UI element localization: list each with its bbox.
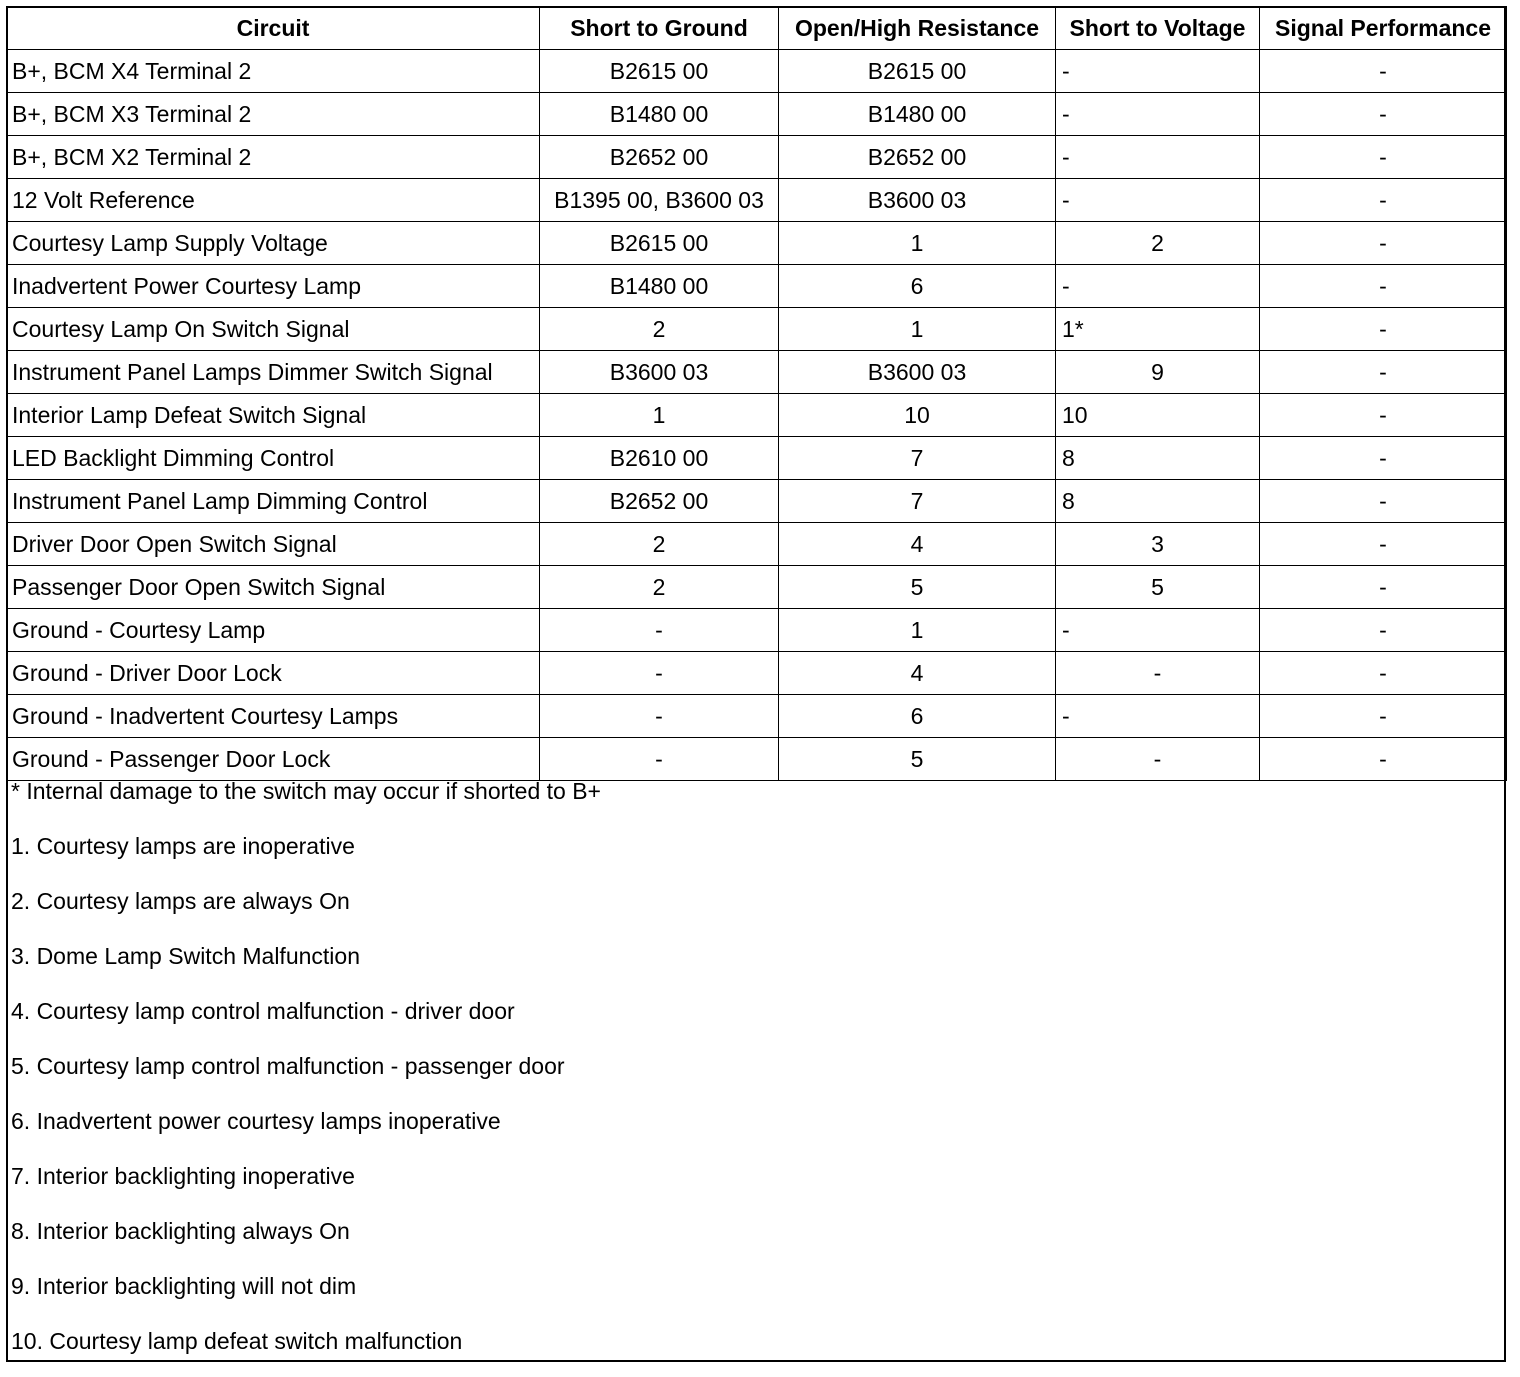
- cell-signal-performance: -: [1260, 566, 1507, 609]
- cell-circuit: Passenger Door Open Switch Signal: [7, 566, 540, 609]
- cell-circuit: 12 Volt Reference: [7, 179, 540, 222]
- cell-circuit: B+, BCM X4 Terminal 2: [7, 50, 540, 93]
- cell-circuit: Interior Lamp Defeat Switch Signal: [7, 394, 540, 437]
- cell-open-high-resistance: 1: [779, 609, 1056, 652]
- cell-short-to-voltage: -: [1056, 179, 1260, 222]
- cell-short-to-ground: B2610 00: [540, 437, 779, 480]
- cell-signal-performance: -: [1260, 480, 1507, 523]
- cell-open-high-resistance: 10: [779, 394, 1056, 437]
- table-row: [7, 523, 1507, 566]
- cell-signal-performance: -: [1260, 136, 1507, 179]
- cell-signal-performance: -: [1260, 351, 1507, 394]
- cell-short-to-voltage: -: [1056, 265, 1260, 308]
- table-row: [7, 308, 1507, 351]
- cell-short-to-voltage: 10: [1056, 394, 1260, 437]
- footnote-item: 6. Inadvertent power courtesy lamps inoperative: [11, 1108, 501, 1134]
- table-row: [7, 50, 1507, 93]
- footnote-item: 8. Interior backlighting always On: [11, 1218, 350, 1244]
- cell-circuit: LED Backlight Dimming Control: [7, 437, 540, 480]
- cell-short-to-ground: 2: [540, 308, 779, 351]
- cell-short-to-voltage: 1*: [1056, 308, 1260, 351]
- footnote-item: 1. Courtesy lamps are inoperative: [11, 833, 355, 859]
- cell-short-to-ground: -: [540, 738, 779, 781]
- cell-open-high-resistance: 7: [779, 480, 1056, 523]
- table-row: [7, 609, 1507, 652]
- cell-open-high-resistance: 7: [779, 437, 1056, 480]
- cell-short-to-voltage: 2: [1056, 222, 1260, 265]
- cell-short-to-voltage: -: [1056, 652, 1260, 695]
- footnote-item: 9. Interior backlighting will not dim: [11, 1273, 357, 1299]
- cell-circuit: Inadvertent Power Courtesy Lamp: [7, 265, 540, 308]
- cell-short-to-ground: B2615 00: [540, 50, 779, 93]
- table-header-row: [7, 7, 1507, 50]
- table-row: [7, 222, 1507, 265]
- footnote-item: * Internal damage to the switch may occur if shorted to B+: [11, 778, 601, 804]
- cell-short-to-voltage: -: [1056, 136, 1260, 179]
- cell-short-to-ground: B1480 00: [540, 93, 779, 136]
- cell-signal-performance: -: [1260, 437, 1507, 480]
- cell-short-to-ground: 2: [540, 566, 779, 609]
- header-signal-performance: Signal Performance: [1260, 7, 1507, 50]
- cell-circuit: Ground - Driver Door Lock: [7, 652, 540, 695]
- cell-signal-performance: -: [1260, 50, 1507, 93]
- cell-short-to-voltage: -: [1056, 609, 1260, 652]
- cell-short-to-ground: -: [540, 695, 779, 738]
- cell-short-to-ground: B3600 03: [540, 351, 779, 394]
- cell-open-high-resistance: 1: [779, 222, 1056, 265]
- cell-short-to-ground: 1: [540, 394, 779, 437]
- table-row: [7, 480, 1507, 523]
- cell-short-to-voltage: 8: [1056, 437, 1260, 480]
- cell-signal-performance: -: [1260, 308, 1507, 351]
- cell-short-to-ground: B2652 00: [540, 480, 779, 523]
- header-open-high-resistance: Open/High Resistance: [779, 7, 1056, 50]
- cell-open-high-resistance: 4: [779, 523, 1056, 566]
- cell-circuit: Courtesy Lamp On Switch Signal: [7, 308, 540, 351]
- cell-circuit: Courtesy Lamp Supply Voltage: [7, 222, 540, 265]
- footnote-item: 7. Interior backlighting inoperative: [11, 1163, 355, 1189]
- cell-short-to-ground: -: [540, 609, 779, 652]
- table-row: [7, 437, 1507, 480]
- cell-short-to-voltage: 9: [1056, 351, 1260, 394]
- footnote-item: 5. Courtesy lamp control malfunction - passenger door: [11, 1053, 565, 1079]
- cell-short-to-ground: B2652 00: [540, 136, 779, 179]
- cell-open-high-resistance: B3600 03: [779, 179, 1056, 222]
- cell-open-high-resistance: 6: [779, 265, 1056, 308]
- circuit-diagnostic-table: [6, 6, 1507, 781]
- footnote-item: 4. Courtesy lamp control malfunction - driver door: [11, 998, 515, 1024]
- cell-signal-performance: -: [1260, 222, 1507, 265]
- cell-signal-performance: -: [1260, 265, 1507, 308]
- cell-circuit: Ground - Courtesy Lamp: [7, 609, 540, 652]
- cell-circuit: Instrument Panel Lamp Dimming Control: [7, 480, 540, 523]
- header-short-to-ground: Short to Ground: [540, 7, 779, 50]
- cell-signal-performance: -: [1260, 93, 1507, 136]
- cell-open-high-resistance: 6: [779, 695, 1056, 738]
- table-row: [7, 93, 1507, 136]
- cell-open-high-resistance: B3600 03: [779, 351, 1056, 394]
- cell-open-high-resistance: 1: [779, 308, 1056, 351]
- cell-short-to-voltage: -: [1056, 93, 1260, 136]
- cell-short-to-voltage: 3: [1056, 523, 1260, 566]
- cell-open-high-resistance: B2615 00: [779, 50, 1056, 93]
- cell-signal-performance: -: [1260, 609, 1507, 652]
- cell-signal-performance: -: [1260, 523, 1507, 566]
- cell-short-to-ground: B2615 00: [540, 222, 779, 265]
- footnote-item: 2. Courtesy lamps are always On: [11, 888, 350, 914]
- table-row: [7, 394, 1507, 437]
- cell-short-to-ground: 2: [540, 523, 779, 566]
- cell-open-high-resistance: 4: [779, 652, 1056, 695]
- cell-open-high-resistance: 5: [779, 738, 1056, 781]
- footnotes: [11, 772, 1501, 1377]
- cell-short-to-ground: B1395 00, B3600 03: [540, 179, 779, 222]
- cell-signal-performance: -: [1260, 738, 1507, 781]
- cell-circuit: Ground - Inadvertent Courtesy Lamps: [7, 695, 540, 738]
- cell-circuit: Ground - Passenger Door Lock: [7, 738, 540, 781]
- cell-circuit: B+, BCM X2 Terminal 2: [7, 136, 540, 179]
- header-short-to-voltage: Short to Voltage: [1056, 7, 1260, 50]
- cell-circuit: Instrument Panel Lamps Dimmer Switch Signal: [7, 351, 540, 394]
- cell-short-to-voltage: 8: [1056, 480, 1260, 523]
- cell-open-high-resistance: B2652 00: [779, 136, 1056, 179]
- table-row: [7, 265, 1507, 308]
- cell-short-to-voltage: -: [1056, 50, 1260, 93]
- table-row: [7, 351, 1507, 394]
- table-row: [7, 695, 1507, 738]
- footnote-item: 10. Courtesy lamp defeat switch malfunction: [11, 1328, 463, 1354]
- cell-signal-performance: -: [1260, 394, 1507, 437]
- cell-circuit: B+, BCM X3 Terminal 2: [7, 93, 540, 136]
- cell-open-high-resistance: B1480 00: [779, 93, 1056, 136]
- table-row: [7, 136, 1507, 179]
- table-row: [7, 566, 1507, 609]
- cell-open-high-resistance: 5: [779, 566, 1056, 609]
- cell-signal-performance: -: [1260, 179, 1507, 222]
- cell-signal-performance: -: [1260, 695, 1507, 738]
- cell-short-to-ground: -: [540, 652, 779, 695]
- cell-short-to-voltage: -: [1056, 738, 1260, 781]
- cell-short-to-ground: B1480 00: [540, 265, 779, 308]
- table-row: [7, 179, 1507, 222]
- cell-short-to-voltage: 5: [1056, 566, 1260, 609]
- cell-circuit: Driver Door Open Switch Signal: [7, 523, 540, 566]
- cell-signal-performance: -: [1260, 652, 1507, 695]
- table-row: [7, 652, 1507, 695]
- header-circuit: Circuit: [7, 7, 540, 50]
- footnote-item: 3. Dome Lamp Switch Malfunction: [11, 943, 360, 969]
- cell-short-to-voltage: -: [1056, 695, 1260, 738]
